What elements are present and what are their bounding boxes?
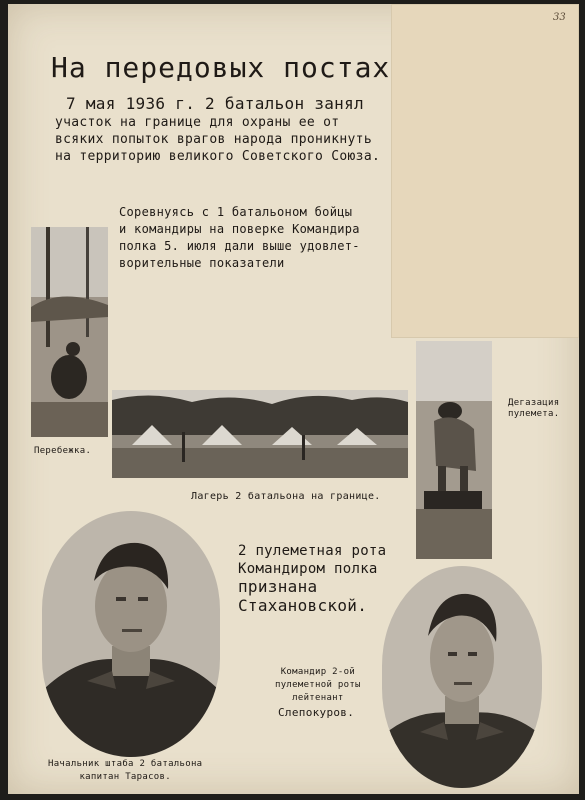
stakhanov-line2: Командиром полка (238, 561, 378, 577)
stakhanov-line1: 2 пулеметная рота (238, 543, 387, 559)
stakhanov-line4: Стахановской. (238, 596, 368, 615)
caption-commander-name: Слепокуров. (278, 706, 355, 719)
caption-camp: Лагерь 2 батальона на границе. (191, 491, 381, 502)
intro-lead: 7 мая 1936 г. 2 батальон занял (66, 94, 364, 113)
stakhanov-text (238, 542, 386, 616)
portrait-chief-of-staff (42, 511, 220, 757)
album-page (8, 4, 579, 794)
photo-degas (416, 341, 492, 559)
caption-commander: Командир 2-ой пулеметной роты лейтенант (275, 667, 361, 703)
portrait-commander (382, 566, 542, 788)
stakhanov-line3: признана (238, 577, 318, 596)
competition-text: Соревнуясь с 1 батальоном бойцы и командиры на поверке Командира полка 5. июля дали выше удовлет- ворительные показатели (119, 205, 360, 270)
pasted-blank-sheet (391, 4, 579, 338)
intro-body: участок на границе для охраны ее от всяких попыток врагов народа проникнуть на территорию великого Советского Союза. (55, 115, 381, 164)
page-number: 33 (553, 12, 566, 23)
caption-dash: Перебежка. (34, 446, 92, 456)
page-title: На передовых постах (51, 51, 391, 84)
photo-camp (112, 390, 408, 478)
photo-dash (31, 227, 108, 437)
caption-degas: Дегазация пулемета. (508, 398, 560, 419)
caption-chief-of-staff: Начальник штаба 2 батальона капитан Тарасов. (48, 759, 203, 782)
